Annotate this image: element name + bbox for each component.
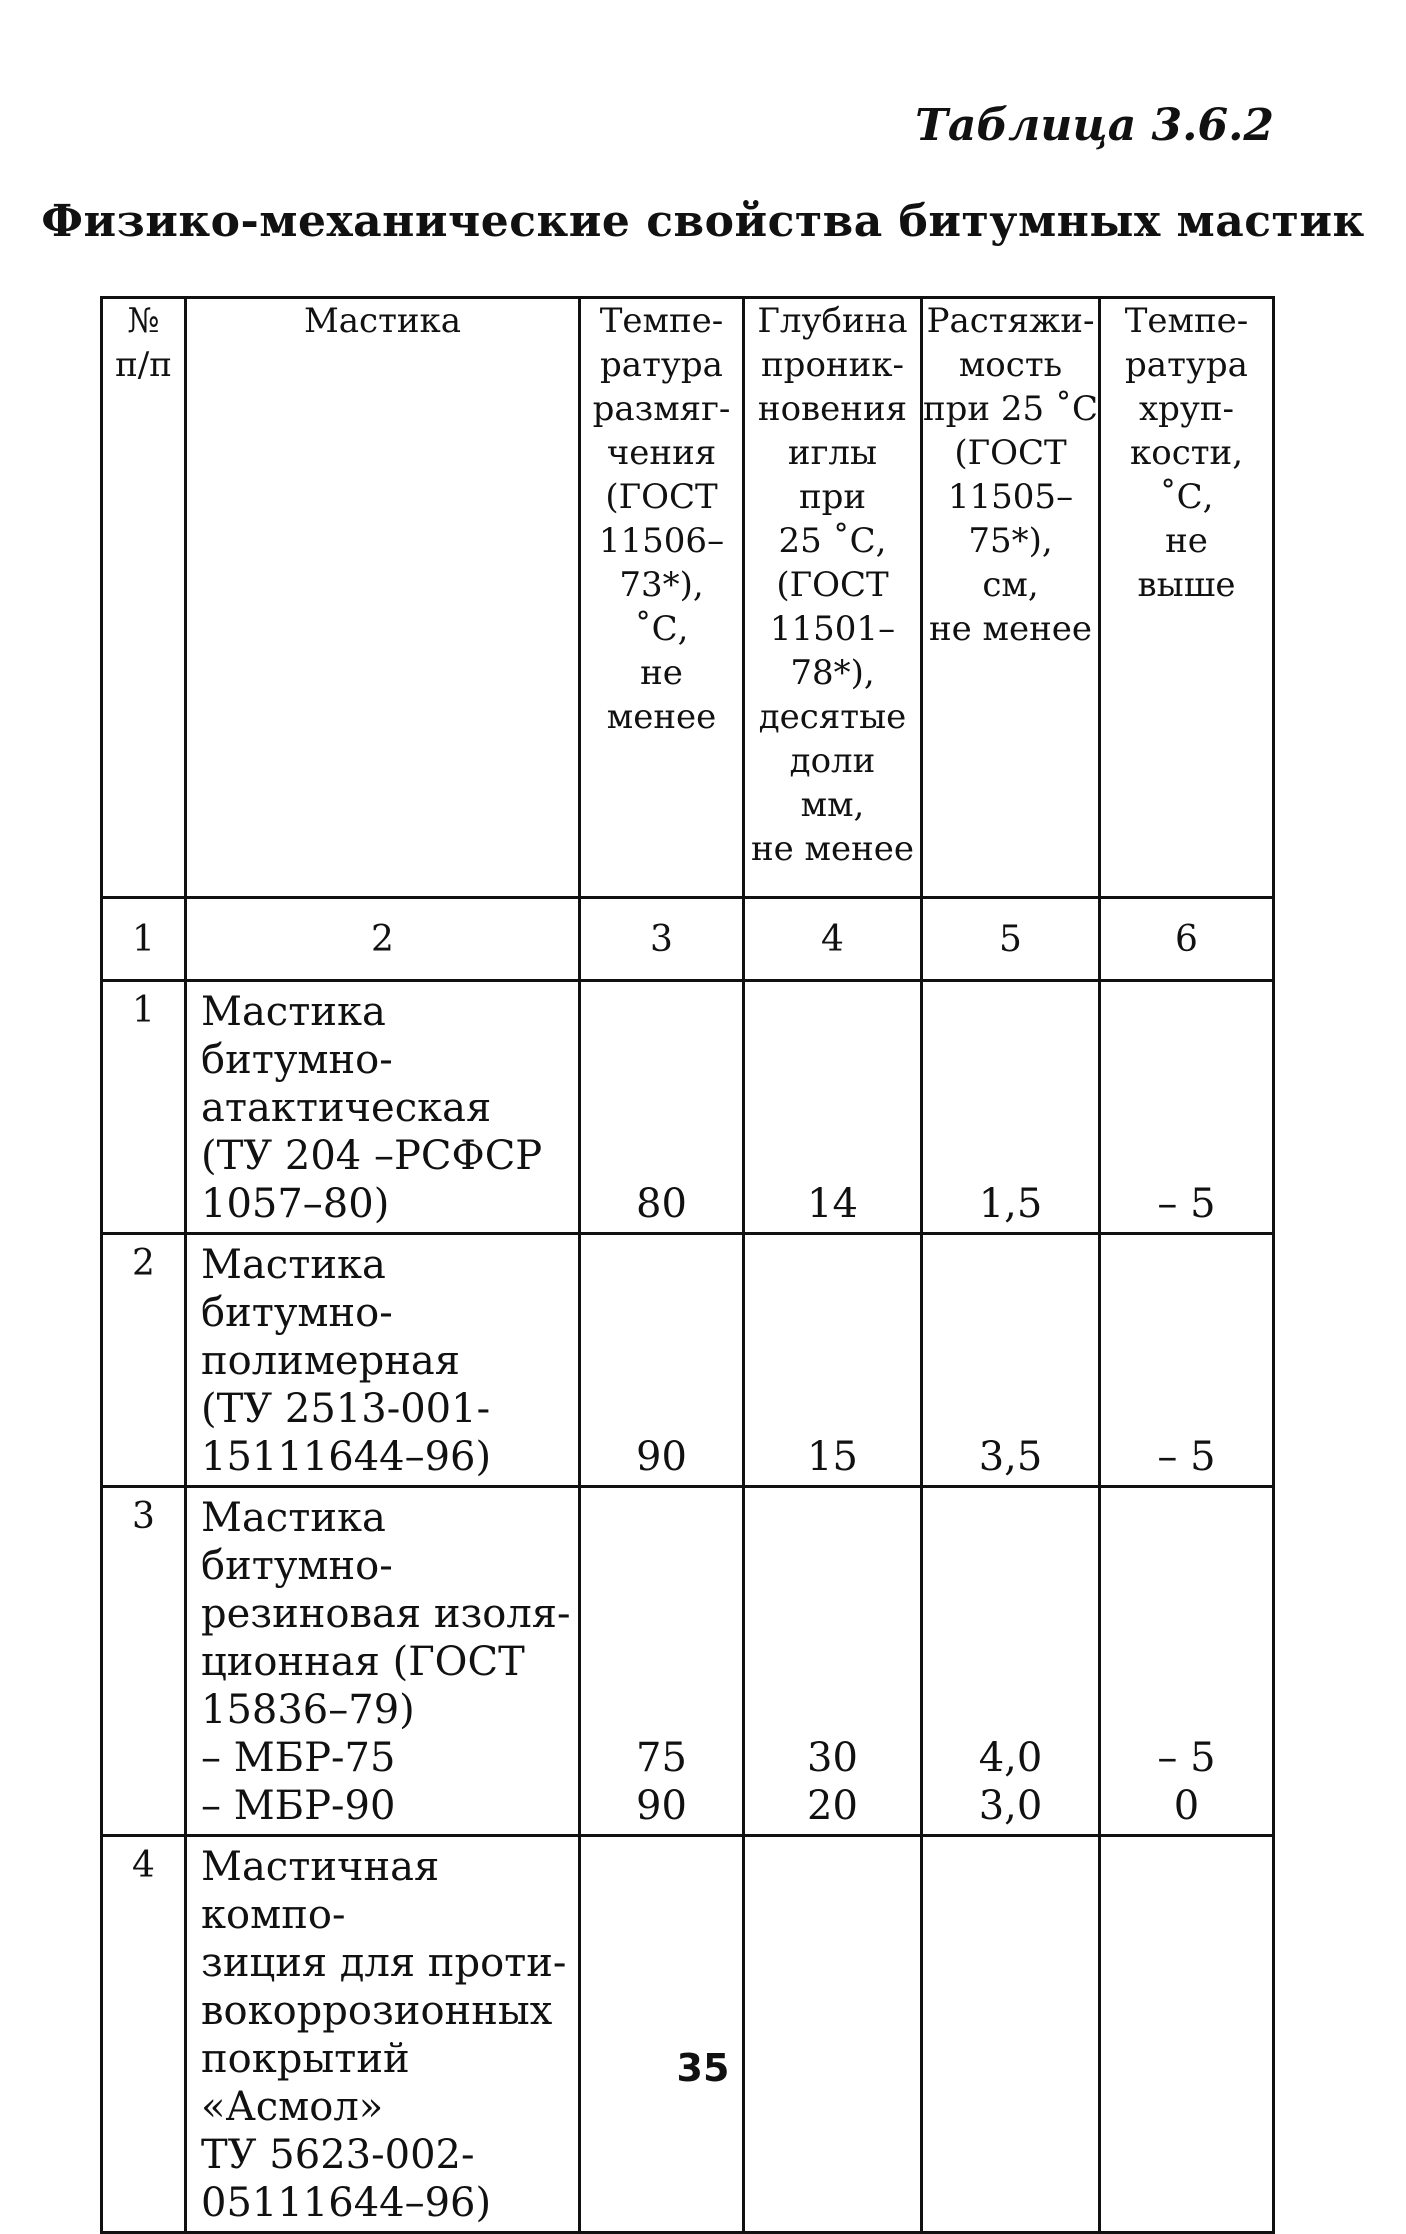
- column-number: 5: [922, 898, 1100, 981]
- mastic-name: Мастичная компо- зиция для проти- вокоррозионных покрытий «Асмол» ТУ 5623-002- 05111644–96): [186, 1836, 580, 2233]
- table-caption: Таблица 3.6.2: [915, 100, 1274, 151]
- header-row: [102, 298, 1274, 898]
- table-row: [102, 1836, 1274, 2233]
- softening-value: 80: [580, 981, 744, 1234]
- penetration-value: 14: [744, 981, 922, 1234]
- extensibility-value: 1,5: [922, 981, 1100, 1234]
- column-number: 6: [1100, 898, 1274, 981]
- brittleness-value: – 5: [1100, 1234, 1274, 1487]
- bitumen-mastic-properties-table: [100, 296, 1275, 2234]
- mastic-name: Мастика битумно- полимерная (ТУ 2513-001- 15111644–96): [186, 1234, 580, 1487]
- penetration-value: 15: [744, 1234, 922, 1487]
- row-number: 3: [102, 1487, 186, 1836]
- row-number: 2: [102, 1234, 186, 1487]
- header-needle-penetration: Глубина проник- новения иглы при 25 ˚С, (ГОСТ 11501– 78*), десятые доли мм, не менее: [744, 298, 922, 898]
- brittleness-value: – 5: [1100, 981, 1274, 1234]
- column-number: 1: [102, 898, 186, 981]
- column-number: 2: [186, 898, 580, 981]
- header-extensibility: Растяжи- мость при 25 ˚С (ГОСТ 11505– 75*), см, не менее: [922, 298, 1100, 898]
- extensibility-value: [922, 1836, 1100, 2233]
- penetration-value: 30 20: [744, 1487, 922, 1836]
- column-number-row: [102, 898, 1274, 981]
- page-number: 35: [676, 2046, 730, 2090]
- table-row: [102, 981, 1274, 1234]
- table-row: [102, 1487, 1274, 1836]
- row-number: 4: [102, 1836, 186, 2233]
- column-number: 3: [580, 898, 744, 981]
- brittleness-value: [1100, 1836, 1274, 2233]
- row-number: 1: [102, 981, 186, 1234]
- extensibility-value: 3,5: [922, 1234, 1100, 1487]
- header-brittleness-temperature: Темпе- ратура хруп- кости, ˚С, не выше: [1100, 298, 1274, 898]
- table-row: [102, 1234, 1274, 1487]
- column-number: 4: [744, 898, 922, 981]
- mastic-name: Мастика битумно- атактическая (ТУ 204 –РСФСР 1057–80): [186, 981, 580, 1234]
- table-title: Физико-механические свойства битумных мастик: [41, 196, 1365, 247]
- header-mastic: Мастика: [186, 298, 580, 898]
- softening-value: [580, 1836, 744, 2233]
- header-number: № п/п: [102, 298, 186, 898]
- mastic-name: Мастика битумно- резиновая изоля- ционная (ГОСТ 15836–79) – МБР-75 – МБР-90: [186, 1487, 580, 1836]
- softening-value: 90: [580, 1234, 744, 1487]
- extensibility-value: 4,0 3,0: [922, 1487, 1100, 1836]
- penetration-value: [744, 1836, 922, 2233]
- softening-value: 75 90: [580, 1487, 744, 1836]
- brittleness-value: – 5 0: [1100, 1487, 1274, 1836]
- header-softening-temperature: Темпе- ратура размяг- чения (ГОСТ 11506– 73*), ˚С, не менее: [580, 298, 744, 898]
